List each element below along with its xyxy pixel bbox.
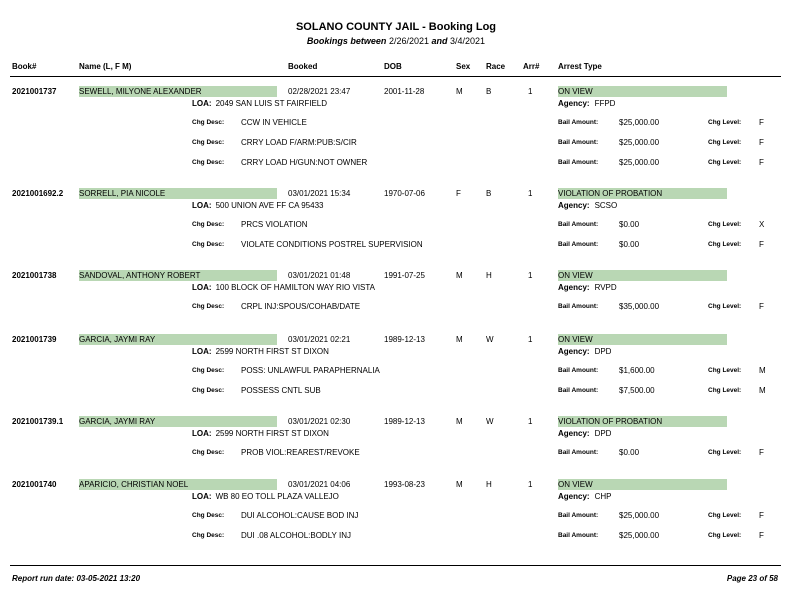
sex: M xyxy=(456,335,463,344)
charge-desc-label: Chg Desc: xyxy=(192,241,225,248)
bail-amount-label: Bail Amount: xyxy=(558,119,599,126)
sex: M xyxy=(456,417,463,426)
inmate-name: APARICIO, CHRISTIAN NOEL xyxy=(79,479,277,490)
charge-level-label: Chg Level: xyxy=(708,119,742,126)
charge-desc: PRCS VIOLATION xyxy=(241,220,308,229)
charge-level: F xyxy=(759,158,764,167)
charge-desc-label: Chg Desc: xyxy=(192,387,225,394)
charge-desc: CRRY LOAD F/ARM:PUB:S/CIR xyxy=(241,138,357,147)
loa-value: WB 80 EO TOLL PLAZA VALLEJO xyxy=(215,492,339,501)
subtitle-and: and xyxy=(431,36,448,46)
charge-desc: POSSESS CNTL SUB xyxy=(241,386,321,395)
report-title: SOLANO COUNTY JAIL - Booking Log xyxy=(295,21,497,33)
inmate-name: GARCIA, JAYMI RAY xyxy=(79,416,277,427)
charge-row xyxy=(0,118,792,128)
agency-label: Agency: xyxy=(558,283,590,292)
bail-amount: $35,000.00 xyxy=(619,302,660,311)
arrest-count: 1 xyxy=(528,335,533,344)
loa-value: 500 UNION AVE FF CA 95433 xyxy=(215,201,324,210)
race: H xyxy=(486,271,492,280)
arrest-count: 1 xyxy=(528,87,533,96)
bail-amount-label: Bail Amount: xyxy=(558,512,599,519)
charge-desc-label: Chg Desc: xyxy=(192,159,225,166)
charge-level: F xyxy=(759,511,764,520)
agency-label: Agency: xyxy=(558,201,590,210)
charge-desc: DUI ALCOHOL:CAUSE BOD INJ xyxy=(241,511,359,520)
date-of-birth: 1991-07-25 xyxy=(384,271,425,280)
arrest-count: 1 xyxy=(528,480,533,489)
loa xyxy=(192,429,329,438)
page-number: Page 23 of 58 xyxy=(726,574,778,583)
charge-row xyxy=(0,138,792,148)
sex: M xyxy=(456,87,463,96)
charge-desc: CRPL INJ:SPOUS/COHAB/DATE xyxy=(241,302,361,311)
loa-value: 100 BLOCK OF HAMILTON WAY RIO VISTA xyxy=(215,283,376,292)
date-of-birth: 1989-12-13 xyxy=(384,417,425,426)
loa-label: LOA: xyxy=(192,429,212,438)
inmate-name: SANDOVAL, ANTHONY ROBERT xyxy=(79,270,277,281)
agency-label: Agency: xyxy=(558,99,590,108)
charge-desc: CRRY LOAD H/GUN:NOT OWNER xyxy=(241,158,368,167)
charge-desc: POSS: UNLAWFUL PARAPHERNALIA xyxy=(241,366,380,375)
charge-level: F xyxy=(759,302,764,311)
loa-value: 2599 NORTH FIRST ST DIXON xyxy=(215,429,329,438)
race: B xyxy=(486,87,492,96)
charge-row xyxy=(0,220,792,230)
inmate-name: SEWELL, MILYONE ALEXANDER xyxy=(79,86,277,97)
bail-amount: $0.00 xyxy=(619,220,640,229)
bail-amount: $7,500.00 xyxy=(619,386,655,395)
charge-desc: PROB VIOL:REAREST/REVOKE xyxy=(241,448,360,457)
charge-level-label: Chg Level: xyxy=(708,303,742,310)
loa xyxy=(192,492,339,501)
charge-desc-label: Chg Desc: xyxy=(192,512,225,519)
bail-amount: $25,000.00 xyxy=(619,118,660,127)
charge-row xyxy=(0,366,792,376)
loa-label: LOA: xyxy=(192,99,212,108)
charge-row xyxy=(0,240,792,250)
charge-desc-label: Chg Desc: xyxy=(192,449,225,456)
loa xyxy=(192,283,375,292)
column-header-sex: Sex xyxy=(456,62,471,71)
inmate-name: GARCIA, JAYMI RAY xyxy=(79,334,277,345)
date-of-birth: 2001-11-28 xyxy=(384,87,425,96)
arrest-type: ON VIEW xyxy=(558,334,727,345)
charge-desc-label: Chg Desc: xyxy=(192,221,225,228)
race: H xyxy=(486,480,492,489)
bail-amount-label: Bail Amount: xyxy=(558,241,599,248)
race: B xyxy=(486,189,492,198)
arrest-type: ON VIEW xyxy=(558,86,727,97)
bail-amount-label: Bail Amount: xyxy=(558,532,599,539)
loa xyxy=(192,99,327,108)
charge-row xyxy=(0,158,792,168)
inmate-name: SORRELL, PIA NICOLE xyxy=(79,188,277,199)
agency-value: DPD xyxy=(594,429,612,438)
loa xyxy=(192,347,329,356)
charge-desc: VIOLATE CONDITIONS POSTREL SUPERVISION xyxy=(241,240,423,249)
bail-amount: $25,000.00 xyxy=(619,511,660,520)
bail-amount-label: Bail Amount: xyxy=(558,367,599,374)
charge-desc-label: Chg Desc: xyxy=(192,532,225,539)
agency-value: DPD xyxy=(594,347,612,356)
charge-level-label: Chg Level: xyxy=(708,367,742,374)
bail-amount: $0.00 xyxy=(619,448,640,457)
charge-level-label: Chg Level: xyxy=(708,221,742,228)
charge-desc: DUI .08 ALCOHOL:BODLY INJ xyxy=(241,531,351,540)
agency xyxy=(558,347,611,356)
bail-amount: $25,000.00 xyxy=(619,138,660,147)
arrest-count: 1 xyxy=(528,417,533,426)
charge-row xyxy=(0,531,792,541)
booked-datetime: 03/01/2021 01:48 xyxy=(288,271,351,280)
bail-amount: $0.00 xyxy=(619,240,640,249)
agency-label: Agency: xyxy=(558,492,590,501)
date-of-birth: 1970-07-06 xyxy=(384,189,425,198)
book-number: 2021001739 xyxy=(12,335,57,344)
column-header-name: Name (L, F M) xyxy=(79,62,132,71)
charge-level: F xyxy=(759,118,764,127)
bail-amount: $25,000.00 xyxy=(619,531,660,540)
date-from: 2/26/2021 xyxy=(388,36,429,46)
loa-label: LOA: xyxy=(192,492,212,501)
book-number: 2021001739.1 xyxy=(12,417,64,426)
bail-amount: $1,600.00 xyxy=(619,366,655,375)
agency xyxy=(558,492,611,501)
sex: M xyxy=(456,480,463,489)
loa-label: LOA: xyxy=(192,347,212,356)
sex: M xyxy=(456,271,463,280)
agency xyxy=(558,99,615,108)
footer-divider xyxy=(10,565,781,566)
loa-value: 2599 NORTH FIRST ST DIXON xyxy=(215,347,329,356)
arrest-type: ON VIEW xyxy=(558,479,727,490)
book-number: 2021001692.2 xyxy=(12,189,64,198)
agency-value: CHP xyxy=(594,492,612,501)
charge-level-label: Chg Level: xyxy=(708,159,742,166)
subtitle-prefix: Bookings between xyxy=(306,36,387,46)
book-number: 2021001738 xyxy=(12,271,57,280)
sex: F xyxy=(456,189,461,198)
charge-level: F xyxy=(759,531,764,540)
agency-value: RVPD xyxy=(594,283,617,292)
booked-datetime: 03/01/2021 02:21 xyxy=(288,335,351,344)
arrest-type: VIOLATION OF PROBATION xyxy=(558,188,727,199)
charge-level: M xyxy=(759,366,766,375)
loa xyxy=(192,201,323,210)
report-run-date: Report run date: 03-05-2021 13:20 xyxy=(12,574,141,583)
booked-datetime: 02/28/2021 23:47 xyxy=(288,87,351,96)
loa-label: LOA: xyxy=(192,283,212,292)
charge-level-label: Chg Level: xyxy=(708,512,742,519)
booked-datetime: 03/01/2021 02:30 xyxy=(288,417,351,426)
column-header-book: Book# xyxy=(12,62,37,71)
charge-desc-label: Chg Desc: xyxy=(192,119,225,126)
column-header-dob: DOB xyxy=(384,62,402,71)
charge-level: X xyxy=(759,220,765,229)
date-of-birth: 1989-12-13 xyxy=(384,335,425,344)
agency-value: SCSO xyxy=(594,201,618,210)
column-header-arrest-type: Arrest Type xyxy=(558,62,602,71)
header-divider xyxy=(10,76,781,77)
report-subtitle xyxy=(0,36,792,46)
bail-amount-label: Bail Amount: xyxy=(558,449,599,456)
charge-row xyxy=(0,386,792,396)
bail-amount-label: Bail Amount: xyxy=(558,159,599,166)
column-header-arr: Arr# xyxy=(523,62,540,71)
charge-desc: CCW IN VEHICLE xyxy=(241,118,307,127)
column-header-race: Race xyxy=(486,62,506,71)
race: W xyxy=(486,335,494,344)
bail-amount-label: Bail Amount: xyxy=(558,303,599,310)
charge-level-label: Chg Level: xyxy=(708,387,742,394)
charge-row xyxy=(0,448,792,458)
charge-level-label: Chg Level: xyxy=(708,449,742,456)
charge-level-label: Chg Level: xyxy=(708,139,742,146)
agency xyxy=(558,429,611,438)
charge-level: F xyxy=(759,138,764,147)
agency xyxy=(558,283,617,292)
date-to: 3/4/2021 xyxy=(450,36,486,46)
agency-label: Agency: xyxy=(558,429,590,438)
agency-value: FFPD xyxy=(594,99,616,108)
date-of-birth: 1993-08-23 xyxy=(384,480,425,489)
bail-amount-label: Bail Amount: xyxy=(558,221,599,228)
charge-level: F xyxy=(759,448,764,457)
booked-datetime: 03/01/2021 04:06 xyxy=(288,480,351,489)
bail-amount-label: Bail Amount: xyxy=(558,387,599,394)
agency-label: Agency: xyxy=(558,347,590,356)
loa-value: 2049 SAN LUIS ST FAIRFIELD xyxy=(215,99,328,108)
charge-desc-label: Chg Desc: xyxy=(192,303,225,310)
bail-amount: $25,000.00 xyxy=(619,158,660,167)
arrest-type: VIOLATION OF PROBATION xyxy=(558,416,727,427)
charge-level: M xyxy=(759,386,766,395)
arrest-count: 1 xyxy=(528,189,533,198)
arrest-type: ON VIEW xyxy=(558,270,727,281)
arrest-count: 1 xyxy=(528,271,533,280)
agency xyxy=(558,201,617,210)
charge-level: F xyxy=(759,240,764,249)
book-number: 2021001740 xyxy=(12,480,57,489)
charge-desc-label: Chg Desc: xyxy=(192,139,225,146)
charge-desc-label: Chg Desc: xyxy=(192,367,225,374)
charge-level-label: Chg Level: xyxy=(708,241,742,248)
loa-label: LOA: xyxy=(192,201,212,210)
bail-amount-label: Bail Amount: xyxy=(558,139,599,146)
race: W xyxy=(486,417,494,426)
book-number: 2021001737 xyxy=(12,87,57,96)
column-header-booked: Booked xyxy=(288,62,318,71)
charge-row xyxy=(0,302,792,312)
booked-datetime: 03/01/2021 15:34 xyxy=(288,189,351,198)
charge-level-label: Chg Level: xyxy=(708,532,742,539)
charge-row xyxy=(0,511,792,521)
